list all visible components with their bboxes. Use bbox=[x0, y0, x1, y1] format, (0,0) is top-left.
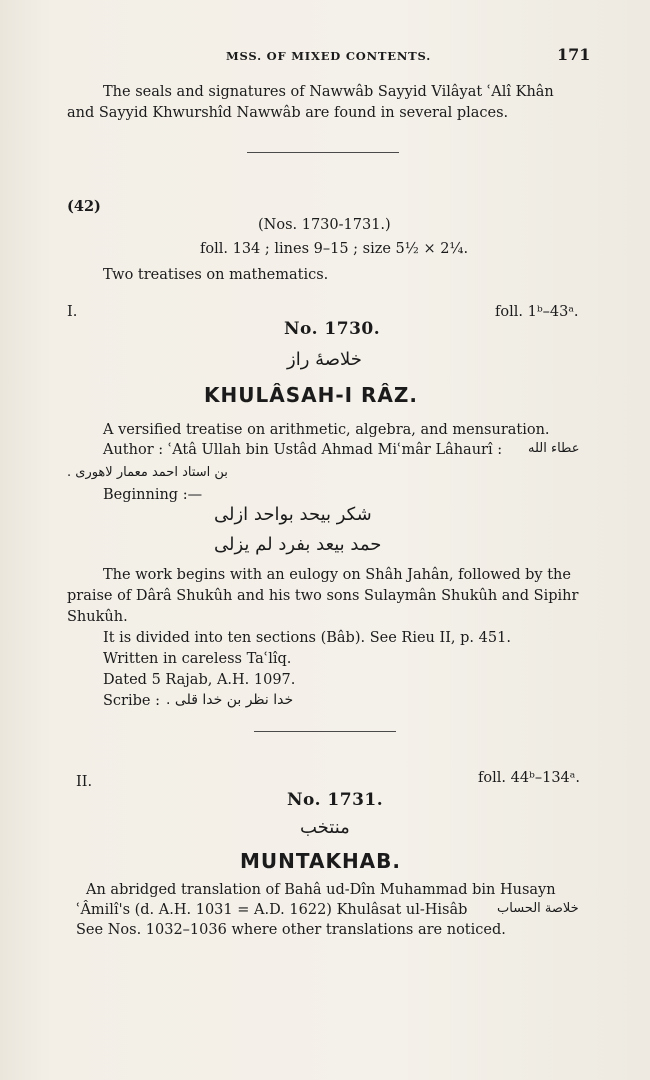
entry-number: (42) bbox=[67, 198, 101, 215]
part1-written: Written in careless Taʿlîq. bbox=[103, 651, 292, 667]
part1-dated: Dated 5 Rajab, A.H. 1097. bbox=[103, 672, 296, 688]
part2-folios: foll. 44ᵇ–134ᵃ. bbox=[478, 770, 580, 786]
part2-line2-label: ʿÂmilî's (d. A.H. 1031 = A.D. 1622) Khulâsat ul-Hisâb bbox=[76, 902, 468, 918]
page-number: 171 bbox=[557, 45, 591, 64]
part2-title: MUNTAKHAB. bbox=[240, 849, 402, 873]
section-divider-1 bbox=[247, 152, 399, 153]
part1-scribe-label: Scribe : bbox=[103, 693, 160, 709]
section-divider-2 bbox=[254, 731, 396, 732]
part1-author-label: Author : ʿAtâ Ullah bin Ustâd Ahmad Miʿmâr Lâhaurî : bbox=[103, 442, 503, 458]
part2-line2-arabic: خلاصة الحساب bbox=[497, 901, 579, 916]
part1-scribe-arabic: خدا نظر بن خدا قلی . bbox=[166, 692, 294, 708]
entry-description: foll. 134 ; lines 9–15 ; size 5½ × 2¼. bbox=[200, 241, 469, 257]
part1-number: No. 1730. bbox=[284, 319, 381, 339]
intro-line-2: and Sayyid Khwurshîd Nawwâb are found in several places. bbox=[67, 105, 509, 121]
part2-line1: An abridged translation of Bahâ ud-Dîn Muhammad bin Husayn bbox=[86, 882, 556, 898]
part1-verse-2: حمد بیعد بفرد لم یزلی bbox=[214, 534, 382, 555]
entry-summary: Two treatises on mathematics. bbox=[103, 267, 329, 283]
part1-folios: foll. 1ᵇ–43ᵃ. bbox=[495, 304, 579, 320]
part1-author-arabic-2: بن استاد احمد معمار لاهوری . bbox=[67, 465, 228, 480]
entry-nos: (Nos. 1730-1731.) bbox=[258, 217, 391, 233]
part1-divided: It is divided into ten sections (Bâb). See Rieu II, p. 451. bbox=[103, 630, 511, 646]
part1-roman: I. bbox=[67, 304, 78, 320]
part2-number: No. 1731. bbox=[287, 790, 384, 810]
part1-para-line3: Shukûh. bbox=[67, 609, 128, 625]
part1-arabic-title: خلاصهٔ راز bbox=[287, 349, 362, 370]
part1-desc-line1: A versified treatise on arithmetic, algebra, and mensuration. bbox=[103, 422, 550, 438]
part2-roman: II. bbox=[76, 774, 93, 790]
running-title: MSS. OF MIXED CONTENTS. bbox=[226, 49, 432, 63]
part2-arabic-title: منتخب bbox=[300, 817, 350, 838]
part1-title: KHULÂSAH-I RÂZ. bbox=[204, 383, 419, 407]
part1-para-line2: praise of Dârâ Shukûh and his two sons Sulaymân Shukûh and Sipihr bbox=[67, 588, 579, 604]
part1-author-arabic-1: عطاء الله bbox=[528, 441, 580, 456]
part2-line3: See Nos. 1032–1036 where other translations are noticed. bbox=[76, 922, 506, 938]
part1-beginning-label: Beginning :— bbox=[103, 487, 203, 503]
part1-verse-1: شکر بیحد بواحد ازلی bbox=[214, 504, 372, 525]
part1-para-line1: The work begins with an eulogy on Shâh Jahân, followed by the bbox=[103, 567, 571, 583]
intro-line-1: The seals and signatures of Nawwâb Sayyid Vilâyat ʿAlî Khân bbox=[103, 84, 554, 100]
